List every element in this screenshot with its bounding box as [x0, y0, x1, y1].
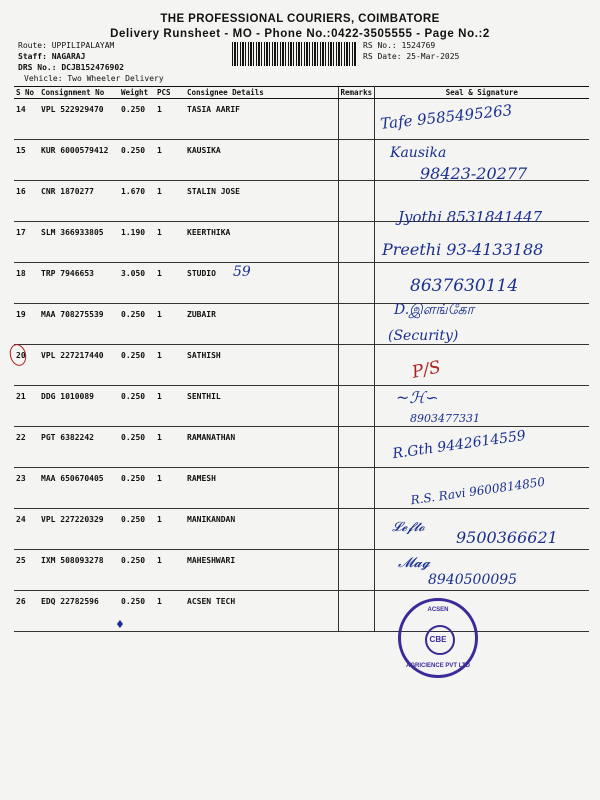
signature-row-23: R.S. Ravi 9600814850	[409, 474, 546, 508]
signature-row-16: Jyothi 8531841447	[398, 208, 543, 226]
weight: 0.250	[119, 345, 155, 386]
stamp-center-text: CBE	[429, 635, 447, 644]
document-title: THE PROFESSIONAL COURIERS, COIMBATORE	[160, 13, 440, 25]
remarks	[338, 140, 374, 181]
pcs: 1	[155, 263, 185, 304]
staff: Staff: NAGARAJ	[18, 52, 86, 61]
consignee: KEERTHIKA	[185, 222, 338, 263]
signature-row-17: Preethi 93-4133188	[382, 240, 544, 259]
weight: 0.250	[119, 140, 155, 181]
col-remarks: Remarks	[338, 87, 374, 99]
weight: 0.250	[119, 509, 155, 550]
runsheet-subtitle: Delivery Runsheet - MO - Phone No.:0422-3505555 - Page No.:2	[110, 28, 490, 40]
pcs: 1	[155, 222, 185, 263]
stamp-bottom-text: AGRICIENCE PVT LTD	[406, 663, 470, 669]
sno: 24	[14, 509, 39, 550]
signature-row-15-name: Kausika	[390, 145, 447, 161]
col-consignment: Consignment No	[39, 87, 119, 99]
consignee: MANIKANDAN	[185, 509, 338, 550]
consignee: SENTHIL	[185, 386, 338, 427]
signature-row-22: R.Gth 9442614559	[391, 427, 527, 463]
pcs: 1	[155, 140, 185, 181]
weight: 3.050	[119, 263, 155, 304]
remarks	[338, 427, 374, 468]
signature-row-15-phone: 98423-20277	[420, 164, 528, 183]
drs-number: DRS No.: DCJB152476902	[18, 63, 124, 72]
pcs: 1	[155, 386, 185, 427]
weight: 0.250	[119, 304, 155, 345]
stamp-top-text: ACSEN	[427, 607, 449, 613]
consignee: ZUBAIR	[185, 304, 338, 345]
signature-row-14: Tafe 9585495263	[379, 101, 513, 133]
remarks	[338, 222, 374, 263]
pcs: 1	[155, 181, 185, 222]
consignment-no: PGT 6382242	[39, 427, 119, 468]
sno: 16	[14, 181, 39, 222]
consignee: TASIA AARIF	[185, 99, 338, 140]
seal-signature	[374, 345, 589, 386]
vehicle: Vehicle: Two Wheeler Delivery	[24, 74, 164, 83]
consignee: KAUSIKA	[185, 140, 338, 181]
sno: 26	[14, 591, 39, 632]
consignment-no: EDQ 22782596	[39, 591, 119, 632]
sno: 20	[14, 345, 39, 386]
route: Route: UPPILIPALAYAM	[18, 41, 115, 50]
table-row	[14, 304, 589, 345]
consignment-no: KUR 6000579412	[39, 140, 119, 181]
sno: 23	[14, 468, 39, 509]
company-seal-stamp	[398, 598, 478, 678]
pcs: 1	[155, 550, 185, 591]
consignee: MAHESHWARI	[185, 550, 338, 591]
pcs: 1	[155, 591, 185, 632]
consignment-no: MAA 708275539	[39, 304, 119, 345]
pcs: 1	[155, 509, 185, 550]
weight: 0.250	[119, 427, 155, 468]
signature-scribble-row-21: ~ℋ∽	[396, 388, 439, 407]
remarks	[338, 386, 374, 427]
consignee: STALIN JOSE	[185, 181, 338, 222]
remarks	[338, 181, 374, 222]
table-header-row	[14, 87, 589, 99]
weight: 0.250	[119, 550, 155, 591]
signature-scribble-row-25: 𝓜𝓪𝓰	[398, 555, 431, 571]
sno: 25	[14, 550, 39, 591]
consignee: SATHISH	[185, 345, 338, 386]
consignment-no: DDG 1010089	[39, 386, 119, 427]
pcs: 1	[155, 304, 185, 345]
col-pcs: PCS	[155, 87, 185, 99]
consignee: RAMANATHAN	[185, 427, 338, 468]
consignment-no: SLM 366933805	[39, 222, 119, 263]
col-consignee: Consignee Details	[185, 87, 338, 99]
weight: 0.250	[119, 591, 155, 632]
pcs: 1	[155, 99, 185, 140]
pcs: 1	[155, 468, 185, 509]
signature-row-20: P/S	[410, 357, 443, 383]
col-seal: Seal & Signature	[374, 87, 589, 99]
sno: 18	[14, 263, 39, 304]
consignment-no: CNR 1870277	[39, 181, 119, 222]
header-right	[363, 40, 459, 62]
signature-row-25-phone: 8940500095	[428, 572, 518, 588]
consignment-no: VPL 227220329	[39, 509, 119, 550]
sno: 21	[14, 386, 39, 427]
remarks	[338, 304, 374, 345]
col-weight: Weight	[119, 87, 155, 99]
signature-scribble-row-24: 𝓛𝓮𝓯𝓽𝓸	[392, 520, 425, 535]
signature-row-21-phone: 8903477331	[410, 412, 480, 425]
sno: 15	[14, 140, 39, 181]
remarks	[338, 550, 374, 591]
rs-number: RS No.: 1524769	[363, 41, 436, 50]
sno: 14	[14, 99, 39, 140]
col-sno: S No	[14, 87, 39, 99]
table-row	[14, 591, 589, 632]
pcs: 1	[155, 427, 185, 468]
remarks	[338, 591, 374, 632]
barcode	[232, 42, 356, 66]
consignment-no: MAA 650670405	[39, 468, 119, 509]
consignment-no: VPL 522929470	[39, 99, 119, 140]
consignee: ACSEN TECH	[185, 591, 338, 632]
table-row	[14, 345, 589, 386]
table-row	[14, 386, 589, 427]
remarks	[338, 345, 374, 386]
signature-row-19-note: (Security)	[388, 328, 459, 344]
sno: 19	[14, 304, 39, 345]
consignee: STUDIO	[185, 263, 338, 304]
header-left	[18, 40, 164, 84]
consignment-no: VPL 227217440	[39, 345, 119, 386]
consignment-no: IXM 508093278	[39, 550, 119, 591]
remarks	[338, 99, 374, 140]
consignment-no: TRP 7946653	[39, 263, 119, 304]
studio-handwritten-suffix: 59	[233, 264, 251, 280]
signature-row-19-name: D.இளங்கோ	[394, 302, 474, 318]
consignee: RAMESH	[185, 468, 338, 509]
remarks	[338, 468, 374, 509]
sno: 17	[14, 222, 39, 263]
remarks	[338, 263, 374, 304]
signature-row-18: 8637630114	[410, 276, 519, 296]
ink-mark: ♦	[115, 618, 125, 631]
pcs: 1	[155, 345, 185, 386]
rs-date: RS Date: 25-Mar-2025	[363, 52, 460, 61]
signature-row-24-phone: 9500366621	[456, 528, 558, 547]
weight: 1.670	[119, 181, 155, 222]
weight: 0.250	[119, 99, 155, 140]
weight: 1.190	[119, 222, 155, 263]
weight: 0.250	[119, 386, 155, 427]
remarks	[338, 509, 374, 550]
weight: 0.250	[119, 468, 155, 509]
sno: 22	[14, 427, 39, 468]
